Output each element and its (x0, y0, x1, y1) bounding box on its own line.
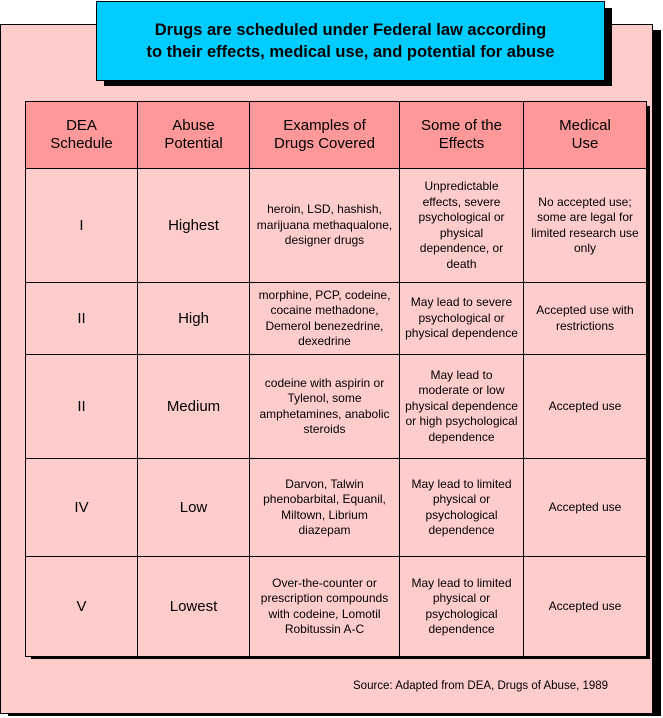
table-row (26, 459, 647, 557)
cell-examples: Darvon, Talwin phenobarbital, Equanil, Miltown, Librium diazepam (250, 459, 400, 557)
cell-effects: May lead to limited physical or psychological dependence (400, 459, 524, 557)
cell-abuse-potential: Highest (138, 169, 250, 283)
cell-examples: codeine with aspirin or Tylenol, some amphetamines, anabolic steroids (250, 355, 400, 459)
cell-effects: May lead to moderate or low physical dependence or high psychological dependence (400, 355, 524, 459)
cell-medical-use: Accepted use (524, 557, 647, 657)
table-row (26, 169, 647, 283)
cell-medical-use: Accepted use (524, 459, 647, 557)
cell-examples: heroin, LSD, hashish, marijuana methaqualone, designer drugs (250, 169, 400, 283)
cell-effects: Unpredictable effects, severe psychological or physical dependence, or death (400, 169, 524, 283)
cell-examples: morphine, PCP, codeine, cocaine methadone, Demerol benezedrine, dexedrine (250, 283, 400, 355)
cell-medical-use: No accepted use; some are legal for limited research use only (524, 169, 647, 283)
header-examples: Examples of Drugs Covered (250, 102, 400, 169)
cell-schedule: IV (26, 459, 138, 557)
cell-abuse-potential: Low (138, 459, 250, 557)
cell-effects: May lead to limited physical or psychological dependence (400, 557, 524, 657)
cell-medical-use: Accepted use (524, 355, 647, 459)
header-abuse-potential: Abuse Potential (138, 102, 250, 169)
table-row (26, 557, 647, 657)
title-line-1: Drugs are scheduled under Federal law according (154, 21, 547, 39)
header-medical-use: Medical Use (524, 102, 647, 169)
header-dea-schedule: DEA Schedule (26, 102, 138, 169)
cell-effects: May lead to severe psychological or physical dependence (400, 283, 524, 355)
title-line-2: to their effects, medical use, and potential for abuse (146, 43, 555, 61)
cell-abuse-potential: Lowest (138, 557, 250, 657)
cell-medical-use: Accepted use with restrictions (524, 283, 647, 355)
cell-abuse-potential: Medium (138, 355, 250, 459)
cell-abuse-potential: High (138, 283, 250, 355)
cell-schedule: II (26, 283, 138, 355)
cell-examples: Over-the-counter or prescription compounds with codeine, Lomotil Robitussin A-C (250, 557, 400, 657)
title-box (96, 1, 605, 81)
header-row (26, 102, 647, 169)
cell-schedule: V (26, 557, 138, 657)
table-row (26, 283, 647, 355)
table-row (26, 355, 647, 459)
schedule-table (25, 101, 647, 657)
source-note: Source: Adapted from DEA, Drugs of Abuse, 1989 (353, 680, 609, 692)
cell-schedule: I (26, 169, 138, 283)
cell-schedule: II (26, 355, 138, 459)
header-effects: Some of the Effects (400, 102, 524, 169)
